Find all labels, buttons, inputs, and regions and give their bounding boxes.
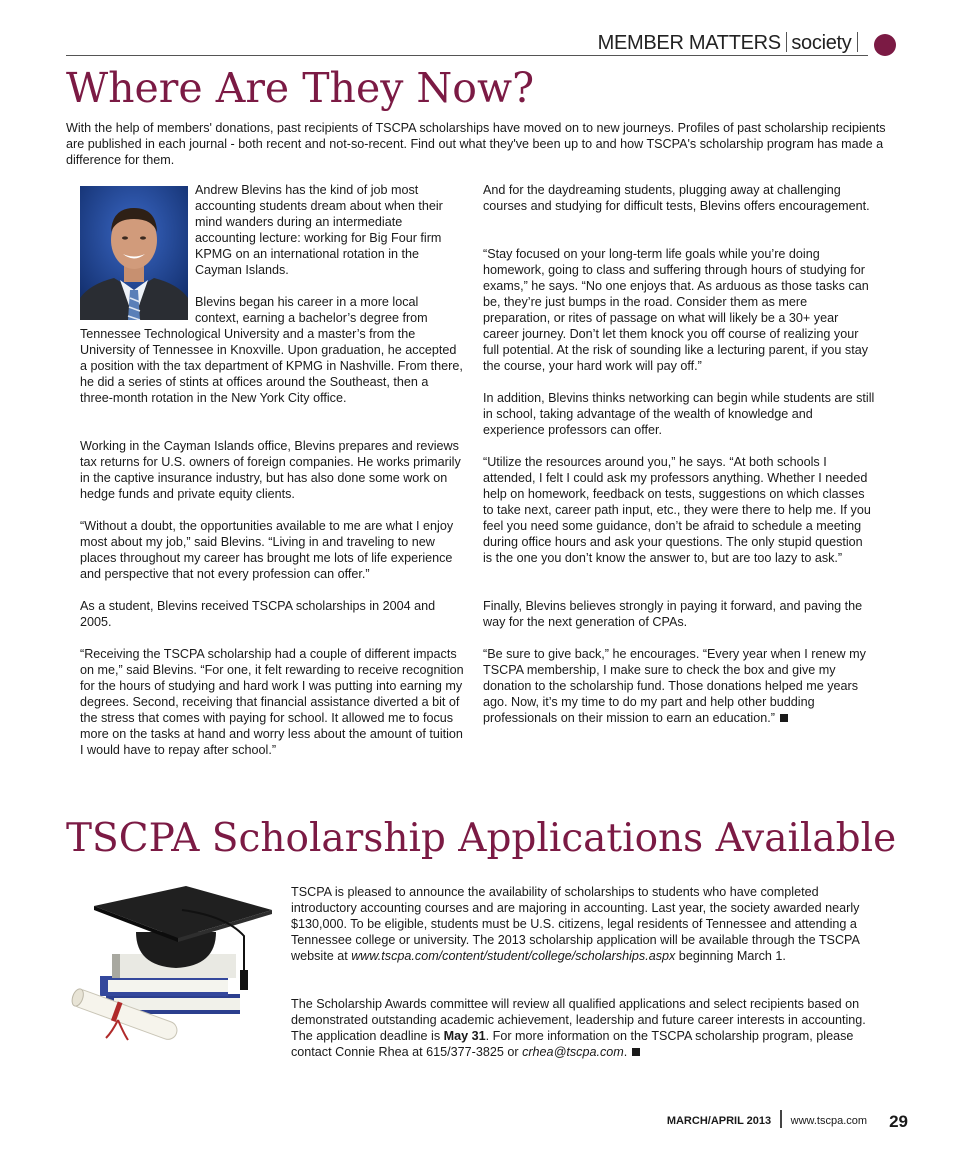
page-number: 29 bbox=[889, 1112, 908, 1131]
end-mark-icon bbox=[632, 1048, 640, 1056]
footer-separator bbox=[780, 1110, 782, 1128]
graduation-cap-books-diploma-image bbox=[66, 882, 284, 1052]
announcement-text: . For more information on the TSCPA scholarship program, please contact Connie Rhea at 615/377-3825 or bbox=[291, 1029, 854, 1059]
article-paragraph: “Without a doubt, the opportunities available to me are what I enjoy most about my job,” said Blevins. “Living in and traveling to new places throughout my career has brought me lots of life experience and perspective that not every profession can offer.” bbox=[80, 519, 454, 581]
announcement-text-end: . bbox=[623, 1045, 628, 1059]
article-intro: With the help of members' donations, past recipients of TSCPA scholarships have moved on to new journeys. Profiles of past scholarship recipients are published in each journal - both recent and not-so-recent. Find out what they've been up to and how TSCPA's scholarship program has made a difference for them. bbox=[66, 121, 886, 167]
section-title: TSCPA Scholarship Applications Available bbox=[66, 816, 897, 861]
article-paragraph-last bbox=[483, 646, 875, 726]
article-paragraph: “Utilize the resources around you,” he says. “At both schools I attended, I felt I could ask my professors anything. Whether I needed help on homework, feedback on tests, suggestions on which classes to take next, career path input, etc., they were there to help me. If you feel you need some guidance, don’t be afraid to schedule a meeting during office hours and ask your questions. The only stupid question is the one you don’t know the answer to, but are too lazy to ask.” bbox=[483, 455, 871, 565]
article-paragraph: And for the daydreaming students, plugging away at challenging courses and studying for difficult tests, Blevins offers encouragement. bbox=[483, 183, 870, 213]
header-subsection: society bbox=[791, 32, 852, 54]
header-dot-icon bbox=[874, 34, 896, 56]
article-title: Where Are They Now? bbox=[66, 64, 535, 112]
footer-website-link[interactable]: www.tscpa.com bbox=[790, 1115, 868, 1127]
article-paragraph: In addition, Blevins thinks networking can begin while students are still in school, taking advantage of the wealth of knowledge and experience professors can offer. bbox=[483, 391, 875, 437]
page-header bbox=[66, 30, 896, 60]
article-paragraph: As a student, Blevins received TSCPA scholarships in 2004 and 2005. bbox=[80, 599, 436, 629]
deadline-date: May 31 bbox=[443, 1029, 486, 1043]
header-section: MEMBER MATTERS bbox=[597, 32, 781, 54]
article-paragraph: Finally, Blevins believes strongly in paying it forward, and paving the way for the next generation of CPAs. bbox=[483, 599, 863, 629]
end-mark-icon bbox=[780, 714, 788, 722]
announcement-text: TSCPA is pleased to announce the availability of scholarships to students who have completed introductory accounting courses and are majoring in accounting. Last year, the society awarded nearly $130,000. To be eligible, students must be U.S. citizens, legal residents of Tennessee and attending a Tennessee college or university. The 2013 scholarship application will be available through the TSCPA website at bbox=[291, 885, 860, 963]
article-paragraph-text: “Be sure to give back,” he encourages. “Every year when I renew my TSCPA membership, I make sure to check the box and give my donation to the scholarship fund. Those donations helped me years ago. Now, it’s my time to do my part and help other budding professionals on their mission to earn an education.” bbox=[483, 647, 866, 725]
portrait-photo bbox=[80, 186, 188, 320]
article-paragraph: Andrew Blevins has the kind of job most accounting students dream about when their mind wanders during an intermediate accounting lecture: working for Big Four firm KPMG on an international rotation in the Cayman Islands. bbox=[195, 183, 443, 277]
announcement-text-end: beginning March 1. bbox=[675, 949, 786, 963]
header-separator-2 bbox=[857, 32, 859, 52]
article-paragraph: “Stay focused on your long-term life goals while you’re doing homework, going to class and suffering through hours of studying for exams,” he says. “No one enjoys that. As arduous as those tasks can be, they’re just bumps in the road. Consider them as mere preparation, or rites of passage on what will likely be a 30+ year career journey. Don’t let them knock you off course of realizing your full potential. At the risk of sounding like a lecturing parent, if you stay the course, your hard work will pay off.” bbox=[483, 247, 869, 373]
announcement-text: The Scholarship Awards committee will review all qualified applications and select recipients based on demonstrated outstanding academic achievement, leadership and future career interests in accounting. The application deadline is bbox=[291, 997, 866, 1043]
announcement-paragraph bbox=[291, 996, 866, 1060]
contact-email-link[interactable]: crhea@tscpa.com bbox=[522, 1045, 624, 1059]
announcement-paragraph bbox=[291, 884, 866, 964]
issue-date: MARCH/APRIL 2013 bbox=[666, 1115, 772, 1127]
article-paragraph: Tennessee Technological University and a master’s from the University of Tennessee in Knoxville. Upon graduation, he accepted a position with the tax department of KPMG in Nashville. From there, he did a series of stints at offices around the Southeast, then a three-month rotation in the New York City office. bbox=[80, 327, 463, 405]
page-footer bbox=[667, 1110, 908, 1132]
scholarship-url-link[interactable]: www.tscpa.com/content/student/college/scholarships.aspx bbox=[351, 949, 676, 963]
article-paragraph: Working in the Cayman Islands office, Blevins prepares and reviews tax returns for U.S. owners of foreign companies. He works primarily in the captive insurance industry, but has also done some work on hedge funds and private equity clients. bbox=[80, 439, 461, 501]
article-paragraph: Blevins began his career in a more local context, earning a bachelor’s degree from bbox=[195, 295, 428, 325]
header-label bbox=[598, 32, 862, 55]
article-paragraph: “Receiving the TSCPA scholarship had a couple of different impacts on me,” said Blevins. “For one, it felt rewarding to receive recognition for the hours of studying and hard work I was putting into earning my degrees. Second, receiving that financial assistance diverted a bit of the stress that comes with paying for school. It allowed me to focus more on the tasks at hand and worry less about the amount of tuition I would have to repay after school.” bbox=[80, 647, 464, 757]
header-rule bbox=[66, 55, 868, 56]
header-separator bbox=[786, 32, 788, 52]
